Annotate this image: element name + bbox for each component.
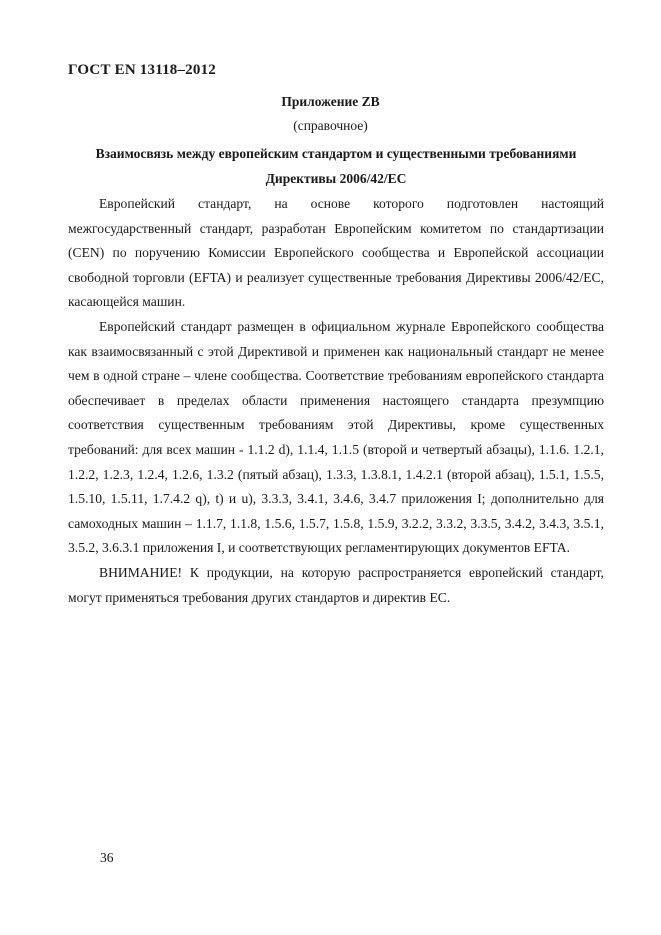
paragraph-standard-origin: Европейский стандарт, на основе которого подготовлен настоящий межгосударственный стандарт, разработан Европейским комитетом по стандартизации (CEN) по поручению Комиссии Европейского сообщества и Европейской ассоциации свободной торговли (EFTA) и реализует существенные требования Директивы 2006/42/ЕС, касающейся машин. [68, 196, 604, 310]
annex-heading: Взаимосвязь между европейским стандартом и существенными требованиями Директивы 2006/42/ЕС [95, 146, 577, 186]
paragraph-conformity: Европейский стандарт размещен в официальном журнале Европейского сообщества как взаимосвязанный с этой Директивой и применен как национальный стандарт не менее чем в одной стране – члене сообщества. Соответствие требованиям европейского стандарта обеспечивает в пределах области применения настоящего стандарта презумпцию соответствия существенным требованиям этой Директивы, кроме существенных требований: для всех машин - 1.1.2 d), 1.1.4, 1.1.5 (второй и четвертый абзацы), 1.1.6. 1.2.1, 1.2.2, 1.2.3, 1.2.4, 1.2.6, 1.3.2 (пятый абзац), 1.3.3, 1.3.8.1, 1.4.2.1 (второй абзац), 1.5.1, 1.5.5, 1.5.10, 1.5.11, 1.7.4.2 q), t) и u), 3.3.3, 3.4.1, 3.4.6, 3.4.7 приложения I; дополнительно для самоходных машин – 1.1.7, 1.1.8, 1.5.6, 1.5.7, 1.5.8, 1.5.9, 3.2.2, 3.3.2, 3.3.5, 3.4.2, 3.4.3, 3.5.1, 3.5.2, 3.6.3.1 приложения I, и соответствующих регламентирующих документов EFTA. [68, 318, 604, 556]
annex-body [68, 192, 604, 610]
standard-code-header: ГОСТ EN 13118–2012 [68, 62, 216, 78]
page-number: 36 [100, 850, 114, 865]
annex-title: Приложение ZB [281, 94, 380, 109]
paragraph-warning: ВНИМАНИЕ! К продукции, на которую распространяется европейский стандарт, могут применяться требования других стандартов и директив ЕС. [68, 564, 604, 605]
annex-type: (справочное) [293, 118, 368, 133]
